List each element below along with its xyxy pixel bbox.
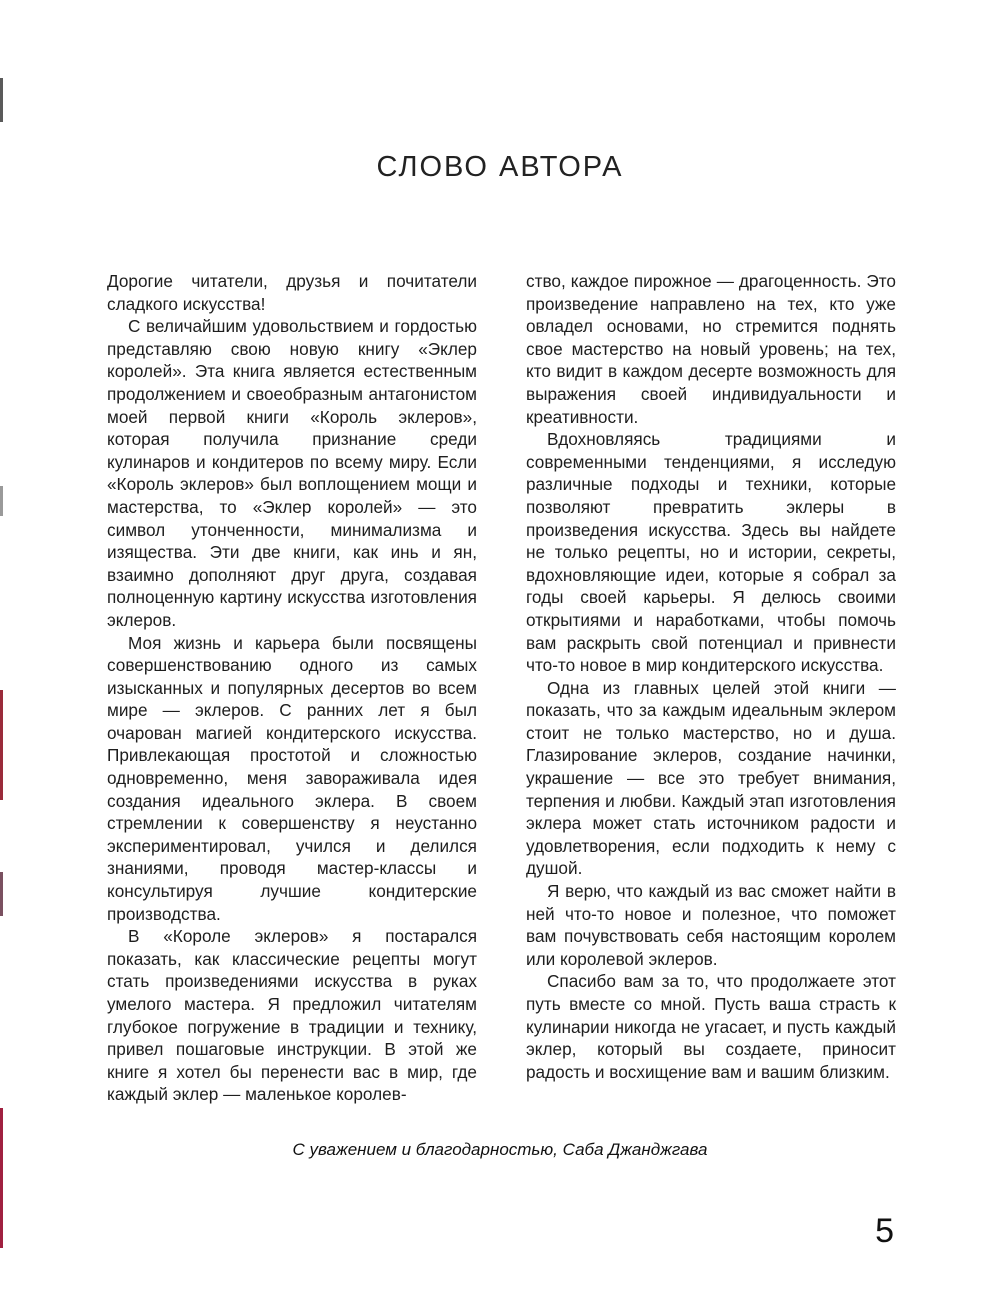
paragraph: Спасибо вам за то, что продолжаете этот путь вместе со мной. Пусть ваша страсть к кулинарии никогда не угасает, и пусть каждый эклер, который вы создаете, приносит радость и восхищение вам и вашим близким.	[526, 971, 896, 1082]
page-edge-mark	[0, 690, 3, 800]
left-column	[107, 270, 477, 1106]
paragraph: Моя жизнь и карьера были посвящены совершенствованию одного из самых изысканных и популярных десертов во всем мире — эклеров. С ранних лет я был очарован магией кондитерского искусства. Привлекающая простотой и сложностью одновременно, меня завораживала идея создания идеального эклера. В своем стремлении к совершенству я неустанно экспериментировал, учился и делился знаниями, проводя мастер-классы и консультируя лучшие кондитерские производства.	[107, 632, 477, 924]
page-edge-mark	[0, 1108, 3, 1248]
paragraph: Дорогие читатели, друзья и почитатели сладкого искусства!	[107, 271, 477, 314]
page-edge-mark	[0, 78, 3, 122]
paragraph: В «Короле эклеров» я постарался показать, как классические рецепты могут стать произведениями искусства в руках умелого мастера. Я предложил читателям глубокое погружение в традиции и технику, привел пошаговые инструкции. В этой же книге я хотел бы перенести вас в мир, где каждый эклер — маленькое королев-	[107, 926, 477, 1105]
page-edge-mark	[0, 486, 3, 516]
paragraph: Вдохновляясь традициями и современными тенденциями, я исследую различные подходы и техники, которые позволяют превратить эклеры в произведения искусства. Здесь вы найдете не только рецепты, но и истории, секреты, вдохновляющие идеи, которые я собрал за годы своей карьеры. Я делюсь своими открытиями и наработками, чтобы помочь вам раскрыть свой потенциал и привнести что-то новое в мир кондитерского искусства.	[526, 429, 896, 676]
page-title: СЛОВО АВТОРА	[376, 151, 624, 183]
paragraph: С величайшим удовольствием и гордостью представляю свою новую книгу «Эклер королей». Эта книга является естественным продолжением и своеобразным антагонистом моей первой книги «Король эклеров», которая получила признание среди кулинаров и кондитеров по всему миру. Если «Король эклеров» был воплощением мощи и мастерства, то «Эклер королей» — это символ утонченности, минимализма и изящества. Эти две книги, как инь и ян, взаимно дополняют друг друга, создавая полноценную картину искусства изготовления эклеров.	[107, 316, 477, 630]
paragraph: Я верю, что каждый из вас сможет найти в ней что-то новое и полезное, что поможет вам почувствовать себя настоящим королем или королевой эклеров.	[526, 881, 896, 969]
right-column	[526, 270, 896, 1083]
page-number: 5	[875, 1212, 894, 1250]
paragraph: ство, каждое пирожное — драгоценность. Это произведение направлено на тех, кто уже овладел основами, но стремится поднять свое мастерство на новый уровень; на тех, кто видит в каждом десерте возможность для выражения своей индивидуальности и креативности.	[526, 271, 896, 427]
page-edge-mark	[0, 872, 3, 916]
author-signature: С уважением и благодарностью, Саба Джанджгава	[292, 1140, 708, 1159]
paragraph: Одна из главных целей этой книги — показать, что за каждым идеальным эклером стоит не только мастерство, но и душа. Глазирование эклеров, создание начинки, украшение — все это требует внимания, терпения и любви. Каждый этап изготовления эклера может стать источником радости и удовлетворения, если подходить к нему с душой.	[526, 677, 896, 879]
